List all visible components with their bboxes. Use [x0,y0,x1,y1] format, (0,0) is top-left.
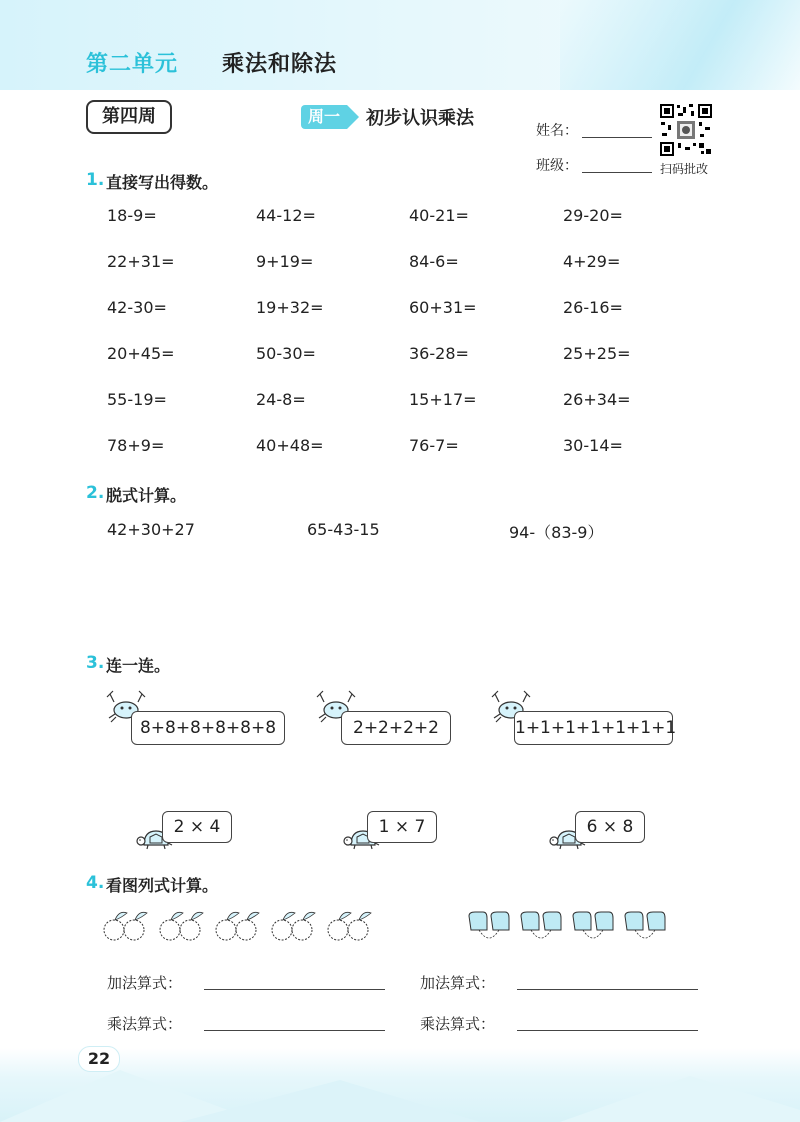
q1-item: 26-16= [563,298,623,317]
question-2-title: 脱式计算。 [106,486,187,505]
mitten-pairs-illustration [465,910,675,948]
lesson-title: 初步认识乘法 [366,108,474,129]
qr-code-icon[interactable] [659,103,713,157]
q1-item: 42-30= [107,298,167,317]
q2-expression: 65-43-15 [307,520,380,539]
addition-label-left: 加法算式： [107,974,183,992]
question-4-title: 看图列式计算。 [106,876,219,895]
sum-card[interactable]: 1+1+1+1+1+1+1 [514,711,673,745]
sum-card[interactable]: 8+8+8+8+8+8 [131,711,285,745]
addition-answer-left[interactable] [204,989,385,990]
sum-card[interactable]: 2+2+2+2 [341,711,451,745]
apple-groups-illustration [103,908,393,944]
q1-item: 60+31= [409,298,477,317]
day-pill-arrow [347,105,359,129]
question-3-number: 3. [86,653,105,673]
qr-caption: 扫码批改 [660,162,709,176]
header-decoration [560,0,800,90]
q1-item: 19+32= [256,298,324,317]
q1-item: 22+31= [107,252,175,271]
q1-item: 50-30= [256,344,316,363]
q1-item: 30-14= [563,436,623,455]
page-number: 22 [78,1046,120,1072]
product-card[interactable]: 2 × 4 [162,811,232,843]
q1-item: 9+19= [256,252,314,271]
q1-item: 84-6= [409,252,459,271]
name-label: 姓名： [536,123,578,139]
unit-title: 第二单元 [86,52,179,77]
question-1-number: 1. [86,170,105,190]
multiplication-answer-left[interactable] [204,1030,385,1031]
q1-item: 36-28= [409,344,469,363]
q1-item: 4+29= [563,252,621,271]
footer-mountains-decoration [0,1040,800,1122]
q1-item: 26+34= [563,390,631,409]
week-badge: 第四周 [86,100,172,134]
q1-item: 25+25= [563,344,631,363]
q1-item: 40+48= [256,436,324,455]
day-pill: 周一 [301,105,347,129]
q2-expression: 42+30+27 [107,520,195,539]
q1-item: 24-8= [256,390,306,409]
multiplication-label-right: 乘法算式： [420,1015,496,1033]
multiplication-answer-right[interactable] [517,1030,698,1031]
q1-item: 20+45= [107,344,175,363]
addition-label-right: 加法算式： [420,974,496,992]
class-field[interactable] [582,171,652,173]
q1-item: 29-20= [563,206,623,225]
q2-expression: 94-（83-9） [509,523,604,542]
product-card[interactable]: 1 × 7 [367,811,437,843]
q1-item: 15+17= [409,390,477,409]
q1-item: 78+9= [107,436,165,455]
multiplication-label-left: 乘法算式： [107,1015,183,1033]
question-1-title: 直接写出得数。 [106,173,219,192]
question-3-title: 连一连。 [106,656,171,675]
q1-item: 18-9= [107,206,157,225]
product-card[interactable]: 6 × 8 [575,811,645,843]
name-field[interactable] [582,136,652,138]
unit-topic: 乘法和除法 [222,52,338,77]
q1-item: 76-7= [409,436,459,455]
addition-answer-right[interactable] [517,989,698,990]
class-label: 班级： [536,158,578,174]
q1-item: 40-21= [409,206,469,225]
q1-item: 55-19= [107,390,167,409]
q1-item: 44-12= [256,206,316,225]
question-4-number: 4. [86,873,105,893]
question-2-number: 2. [86,483,105,503]
